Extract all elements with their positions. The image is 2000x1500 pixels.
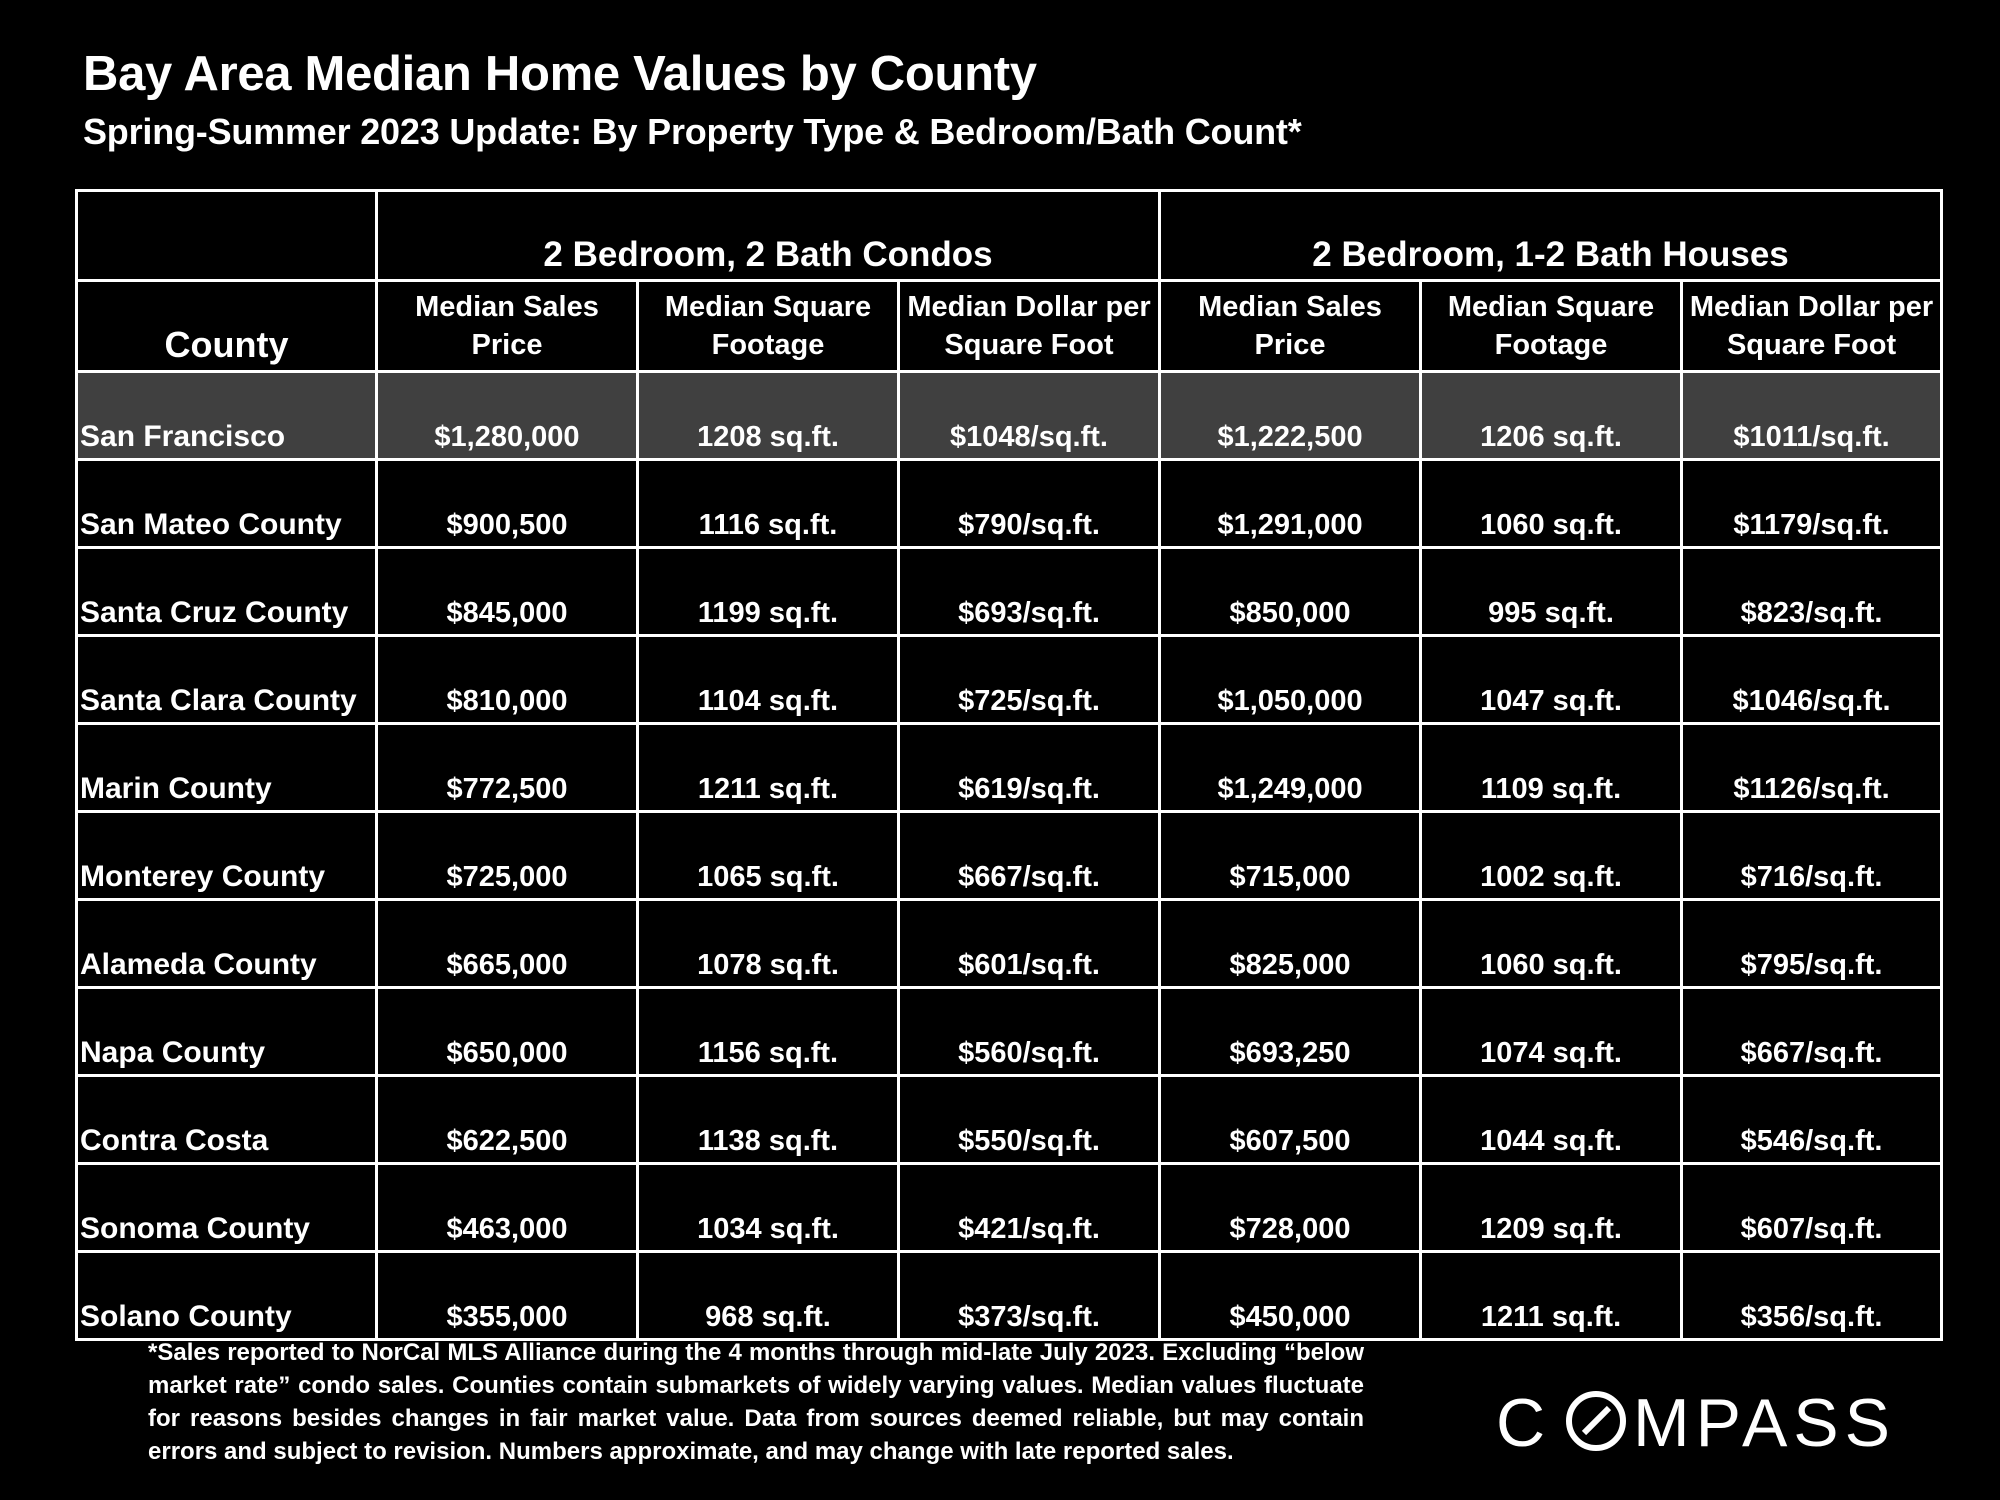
- house-price-cell: $825,000: [1160, 900, 1421, 988]
- column-header-row: [77, 281, 1942, 372]
- house-ppsf-cell: $546/sq.ft.: [1682, 1076, 1942, 1164]
- county-name-cell: Santa Cruz County: [77, 548, 377, 636]
- group-header-condos: 2 Bedroom, 2 Bath Condos: [377, 191, 1160, 281]
- house-sqft-cell: 995 sq.ft.: [1421, 548, 1682, 636]
- condo-ppsf-cell: $1048/sq.ft.: [899, 372, 1160, 460]
- table-row: [77, 636, 1942, 724]
- county-name-cell: Alameda County: [77, 900, 377, 988]
- condo-price-cell: $725,000: [377, 812, 638, 900]
- table-body: [77, 191, 1942, 1340]
- compass-logo-icon: [1569, 1394, 1623, 1448]
- logo-text-mpass: MPASS: [1633, 1385, 1897, 1460]
- table-row: [77, 724, 1942, 812]
- condo-price-cell: $355,000: [377, 1252, 638, 1340]
- compass-logo: [1496, 1376, 1920, 1460]
- house-sqft-cell: 1047 sq.ft.: [1421, 636, 1682, 724]
- condo-price-cell: $1,280,000: [377, 372, 638, 460]
- condo-price-cell: $810,000: [377, 636, 638, 724]
- county-name-cell: Monterey County: [77, 812, 377, 900]
- table-row: [77, 460, 1942, 548]
- table-row: [77, 548, 1942, 636]
- condo-ppsf-cell: $667/sq.ft.: [899, 812, 1160, 900]
- table-row: [77, 1076, 1942, 1164]
- house-sqft-cell: 1002 sq.ft.: [1421, 812, 1682, 900]
- house-ppsf-header: Median Dollar per Square Foot: [1682, 281, 1942, 372]
- table-row: [77, 988, 1942, 1076]
- logo-text-c: C: [1496, 1385, 1552, 1460]
- house-price-cell: $1,291,000: [1160, 460, 1421, 548]
- condo-ppsf-cell: $550/sq.ft.: [899, 1076, 1160, 1164]
- condo-sqft-cell: 1208 sq.ft.: [638, 372, 899, 460]
- house-sqft-cell: 1209 sq.ft.: [1421, 1164, 1682, 1252]
- condo-sqft-header: Median Square Footage: [638, 281, 899, 372]
- condo-ppsf-cell: $560/sq.ft.: [899, 988, 1160, 1076]
- county-name-cell: Marin County: [77, 724, 377, 812]
- condo-sqft-cell: 1034 sq.ft.: [638, 1164, 899, 1252]
- county-name-cell: Contra Costa: [77, 1076, 377, 1164]
- condo-ppsf-cell: $601/sq.ft.: [899, 900, 1160, 988]
- condo-price-cell: $463,000: [377, 1164, 638, 1252]
- house-price-cell: $850,000: [1160, 548, 1421, 636]
- footnote: *Sales reported to NorCal MLS Alliance during the 4 months through mid-late July 2023. Excluding “below market rate” condo sales. Counties contain submarkets of widely varying values. Median values fluctuate for reasons besides changes in fair market value. Data from sources deemed reliable, but may contain errors and subject to revision. Numbers approximate, and may change with late reported sales.: [148, 1339, 1364, 1465]
- house-ppsf-cell: $795/sq.ft.: [1682, 900, 1942, 988]
- house-ppsf-cell: $356/sq.ft.: [1682, 1252, 1942, 1340]
- county-name-cell: Santa Clara County: [77, 636, 377, 724]
- county-column-header: County: [77, 281, 377, 372]
- house-sqft-cell: 1074 sq.ft.: [1421, 988, 1682, 1076]
- condo-price-cell: $665,000: [377, 900, 638, 988]
- house-price-cell: $450,000: [1160, 1252, 1421, 1340]
- condo-sqft-cell: 1138 sq.ft.: [638, 1076, 899, 1164]
- condo-ppsf-cell: $421/sq.ft.: [899, 1164, 1160, 1252]
- house-sqft-cell: 1211 sq.ft.: [1421, 1252, 1682, 1340]
- house-ppsf-cell: $1179/sq.ft.: [1682, 460, 1942, 548]
- house-price-cell: $693,250: [1160, 988, 1421, 1076]
- condo-sqft-cell: 1078 sq.ft.: [638, 900, 899, 988]
- condo-sqft-cell: 1211 sq.ft.: [638, 724, 899, 812]
- house-price-cell: $1,222,500: [1160, 372, 1421, 460]
- chart-title: Bay Area Median Home Values by County: [83, 47, 1037, 101]
- condo-price-cell: $772,500: [377, 724, 638, 812]
- group-header-houses: 2 Bedroom, 1-2 Bath Houses: [1160, 191, 1942, 281]
- home-values-table: [75, 189, 1943, 1341]
- house-ppsf-cell: $823/sq.ft.: [1682, 548, 1942, 636]
- house-price-cell: $715,000: [1160, 812, 1421, 900]
- table-row: [77, 1164, 1942, 1252]
- house-ppsf-cell: $1011/sq.ft.: [1682, 372, 1942, 460]
- condo-price-cell: $622,500: [377, 1076, 638, 1164]
- chart-subtitle: Spring-Summer 2023 Update: By Property Type & Bedroom/Bath Count*: [83, 111, 1302, 152]
- house-price-header: Median Sales Price: [1160, 281, 1421, 372]
- condo-sqft-cell: 968 sq.ft.: [638, 1252, 899, 1340]
- house-ppsf-cell: $1126/sq.ft.: [1682, 724, 1942, 812]
- condo-sqft-cell: 1065 sq.ft.: [638, 812, 899, 900]
- house-ppsf-cell: $1046/sq.ft.: [1682, 636, 1942, 724]
- house-sqft-cell: 1044 sq.ft.: [1421, 1076, 1682, 1164]
- county-name-cell: San Mateo County: [77, 460, 377, 548]
- condo-price-header: Median Sales Price: [377, 281, 638, 372]
- house-price-cell: $1,249,000: [1160, 724, 1421, 812]
- group-header-row: [77, 191, 1942, 281]
- table-row: [77, 372, 1942, 460]
- county-name-cell: Napa County: [77, 988, 377, 1076]
- condo-sqft-cell: 1116 sq.ft.: [638, 460, 899, 548]
- house-price-cell: $728,000: [1160, 1164, 1421, 1252]
- house-sqft-cell: 1109 sq.ft.: [1421, 724, 1682, 812]
- condo-ppsf-cell: $790/sq.ft.: [899, 460, 1160, 548]
- condo-ppsf-cell: $693/sq.ft.: [899, 548, 1160, 636]
- house-sqft-cell: 1060 sq.ft.: [1421, 460, 1682, 548]
- condo-price-cell: $650,000: [377, 988, 638, 1076]
- house-sqft-cell: 1206 sq.ft.: [1421, 372, 1682, 460]
- house-ppsf-cell: $667/sq.ft.: [1682, 988, 1942, 1076]
- house-sqft-cell: 1060 sq.ft.: [1421, 900, 1682, 988]
- house-ppsf-cell: $607/sq.ft.: [1682, 1164, 1942, 1252]
- corner-cell: [77, 191, 377, 281]
- house-ppsf-cell: $716/sq.ft.: [1682, 812, 1942, 900]
- condo-sqft-cell: 1104 sq.ft.: [638, 636, 899, 724]
- condo-price-cell: $900,500: [377, 460, 638, 548]
- county-name-cell: San Francisco: [77, 372, 377, 460]
- table-row: [77, 900, 1942, 988]
- condo-ppsf-header: Median Dollar per Square Foot: [899, 281, 1160, 372]
- county-name-cell: Sonoma County: [77, 1164, 377, 1252]
- condo-ppsf-cell: $373/sq.ft.: [899, 1252, 1160, 1340]
- house-price-cell: $1,050,000: [1160, 636, 1421, 724]
- table-row: [77, 1252, 1942, 1340]
- house-sqft-header: Median Square Footage: [1421, 281, 1682, 372]
- condo-ppsf-cell: $619/sq.ft.: [899, 724, 1160, 812]
- house-price-cell: $607,500: [1160, 1076, 1421, 1164]
- condo-sqft-cell: 1156 sq.ft.: [638, 988, 899, 1076]
- condo-sqft-cell: 1199 sq.ft.: [638, 548, 899, 636]
- condo-ppsf-cell: $725/sq.ft.: [899, 636, 1160, 724]
- table-row: [77, 812, 1942, 900]
- county-name-cell: Solano County: [77, 1252, 377, 1340]
- condo-price-cell: $845,000: [377, 548, 638, 636]
